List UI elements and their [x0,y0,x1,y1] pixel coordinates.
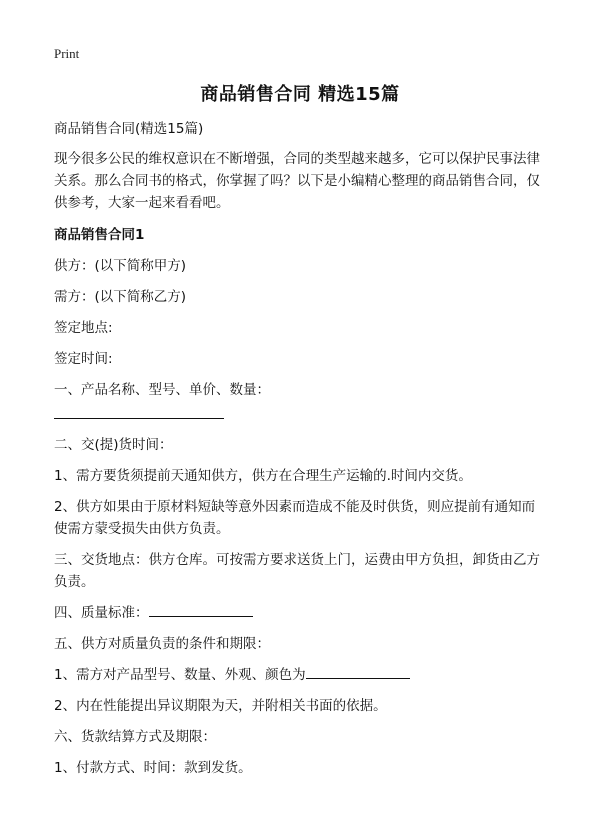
clause-6-item-1: 1、付款方式、时间：款到发货。 [54,760,252,776]
clause-2: 二、交(提)货时间： [54,437,173,453]
clause-5-item-2: 2、内在性能提出异议期限为天，并附相关书面的依据。 [54,698,387,714]
clause-5: 五、供方对质量负责的条件和期限： [54,636,270,652]
clause-4-row [54,602,554,624]
appearance-blank [306,664,410,679]
clause-4: 四、质量标准： [54,605,149,621]
page-title: 商品销售合同 精选15篇 [200,84,400,105]
sign-place-line: 签定地点: [54,320,113,336]
intro-line-2: 关系。那么合同书的格式，你掌握了吗？以下是小编精心整理的商品销售合同，仅 [54,173,540,189]
buyer-line: 需方：(以下简称乙方) [54,289,187,305]
section-heading: 商品销售合同1 [54,227,145,243]
intro-line-1: 现今很多公民的维权意识在不断增强，合同的类型越来越多，它可以保护民事法律 [54,151,540,167]
sign-time-line: 签定时间: [54,351,113,367]
clause-5-item-1: 1、需方对产品型号、数量、外观、颜色为 [54,667,306,683]
clause-2-item-2-line-2: 使需方蒙受损失由供方负责。 [54,521,230,537]
clause-2-item-2-line-1: 2、供方如果由于原材料短缺等意外因素而造成不能及时供货，则应提前有通知而 [54,499,536,515]
supplier-line: 供方：(以下简称甲方) [54,258,187,274]
clause-5-item-1-row [54,664,554,686]
clause-3-line-2: 负责。 [54,574,95,590]
clause-6: 六、货款结算方式及期限： [54,729,216,745]
clause-3-line-1: 三、交货地点：供方仓库。可按需方要求送货上门，运费由甲方负担，卸货由乙方 [54,552,540,568]
quality-standard-blank [149,602,253,617]
clause-2-item-1: 1、需方要货须提前天通知供方，供方在合理生产运输的.时间内交货。 [54,468,472,484]
fill-in-blank-line [54,418,224,419]
clause-1: 一、产品名称、型号、单价、数量： [54,382,270,398]
document-subtitle: 商品销售合同(精选15篇) [54,121,204,137]
intro-line-3: 供参考，大家一起来看看吧。 [54,195,230,211]
print-link[interactable]: Print [54,46,80,61]
